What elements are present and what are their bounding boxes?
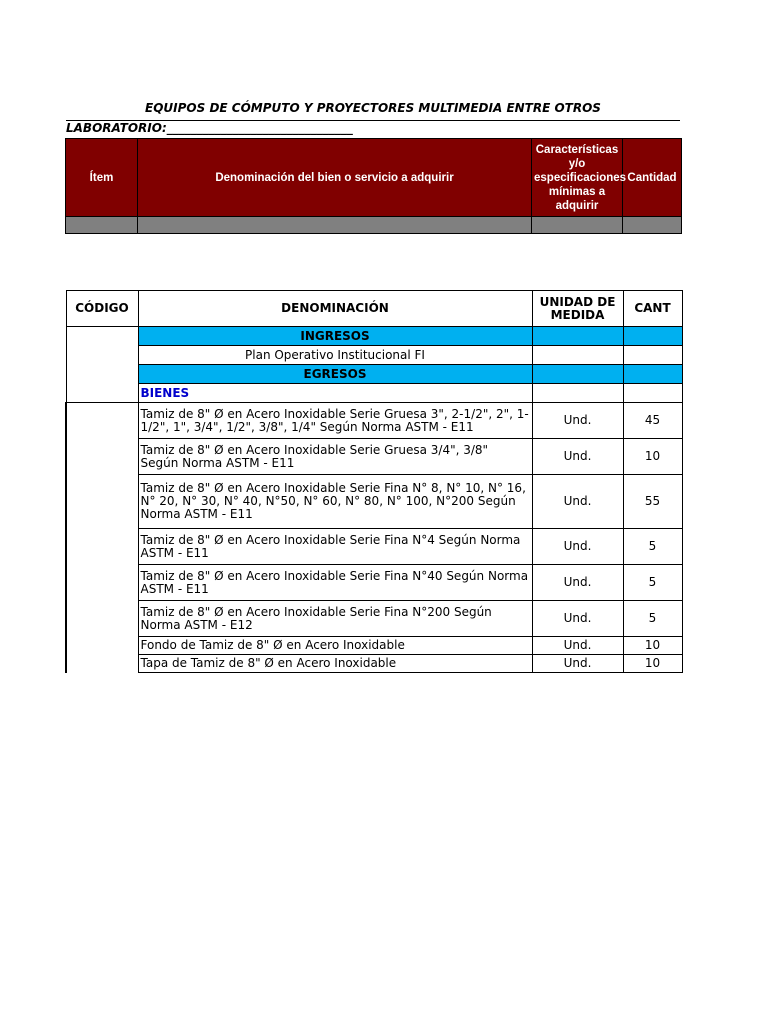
item-unit: Und.	[532, 655, 623, 673]
goods-unit-cell[interactable]	[532, 384, 623, 403]
table-row	[66, 403, 682, 439]
goods-label: BIENES	[138, 384, 532, 403]
code-cell[interactable]	[66, 327, 138, 403]
denomination-header: Denominación del bien o servicio a adquirir	[138, 139, 532, 217]
empty-cell[interactable]	[138, 217, 532, 234]
plan-qty-cell[interactable]	[623, 346, 682, 365]
expenses-row	[66, 365, 682, 384]
items-header-row	[66, 291, 682, 327]
empty-cell[interactable]	[66, 217, 138, 234]
goods-qty-cell[interactable]	[623, 384, 682, 403]
item-description: Fondo de Tamiz de 8" Ø en Acero Inoxidable	[138, 637, 532, 655]
goods-row	[66, 384, 682, 403]
plan-unit-cell[interactable]	[532, 346, 623, 365]
code-body-cell[interactable]	[66, 403, 138, 673]
table-row	[66, 601, 682, 637]
item-description: Tamiz de 8" Ø en Acero Inoxidable Serie Fina N° 8, N° 10, N° 16, N° 20, N° 30, N° 40, N°50, N° 60, N° 80, N° 100, N°200 Según Norma ASTM - E11	[138, 475, 532, 529]
item-qty: 55	[623, 475, 682, 529]
income-label: INGRESOS	[138, 327, 532, 346]
laboratory-label: LABORATORIO:_______________________________	[66, 121, 353, 135]
item-description: Tamiz de 8" Ø en Acero Inoxidable Serie Gruesa 3", 2-1/2", 2", 1-1/2", 1", 3/4", 1/2", 3/8", 1/4" Según Norma ASTM - E11	[138, 403, 532, 439]
plan-label: Plan Operativo Institucional FI	[138, 346, 532, 365]
code-header: CÓDIGO	[66, 291, 138, 327]
item-description: Tamiz de 8" Ø en Acero Inoxidable Serie Fina N°40 Según Norma ASTM - E11	[138, 565, 532, 601]
item-qty: 45	[623, 403, 682, 439]
request-header-table	[65, 138, 682, 234]
item-description: Tapa de Tamiz de 8" Ø en Acero Inoxidable	[138, 655, 532, 673]
table-row	[66, 637, 682, 655]
request-header-row	[66, 139, 682, 217]
empty-cell[interactable]	[623, 217, 682, 234]
qty-header: CANT	[623, 291, 682, 327]
item-unit: Und.	[532, 637, 623, 655]
item-qty: 10	[623, 637, 682, 655]
items-table	[65, 290, 683, 673]
denomination-column-header: DENOMINACIÓN	[138, 291, 532, 327]
item-header: Ítem	[66, 139, 138, 217]
expenses-label: EGRESOS	[138, 365, 532, 384]
item-unit: Und.	[532, 529, 623, 565]
unit-header: UNIDAD DE MEDIDA	[532, 291, 623, 327]
item-description: Tamiz de 8" Ø en Acero Inoxidable Serie Fina N°200 Según Norma ASTM - E12	[138, 601, 532, 637]
table-row	[66, 475, 682, 529]
item-unit: Und.	[532, 565, 623, 601]
item-qty: 5	[623, 565, 682, 601]
income-unit-cell[interactable]	[532, 327, 623, 346]
quantity-header: Cantidad	[623, 139, 682, 217]
table-row	[66, 565, 682, 601]
table-row	[66, 529, 682, 565]
characteristics-header: Características y/o especificaciones mínimas a adquirir	[532, 139, 623, 217]
item-qty: 5	[623, 529, 682, 565]
item-unit: Und.	[532, 403, 623, 439]
item-description: Tamiz de 8" Ø en Acero Inoxidable Serie Fina N°4 Según Norma ASTM - E11	[138, 529, 532, 565]
item-qty: 10	[623, 655, 682, 673]
document-title: EQUIPOS DE CÓMPUTO Y PROYECTORES MULTIMEDIA ENTRE OTROS	[145, 101, 601, 115]
empty-cell[interactable]	[532, 217, 623, 234]
expenses-unit-cell[interactable]	[532, 365, 623, 384]
income-row	[66, 327, 682, 346]
expenses-qty-cell[interactable]	[623, 365, 682, 384]
request-empty-row	[66, 217, 682, 234]
item-qty: 10	[623, 439, 682, 475]
item-unit: Und.	[532, 475, 623, 529]
income-qty-cell[interactable]	[623, 327, 682, 346]
table-row	[66, 655, 682, 673]
table-row	[66, 439, 682, 475]
plan-row	[66, 346, 682, 365]
item-unit: Und.	[532, 439, 623, 475]
item-unit: Und.	[532, 601, 623, 637]
item-qty: 5	[623, 601, 682, 637]
item-description: Tamiz de 8" Ø en Acero Inoxidable Serie Gruesa 3/4", 3/8" Según Norma ASTM - E11	[138, 439, 532, 475]
